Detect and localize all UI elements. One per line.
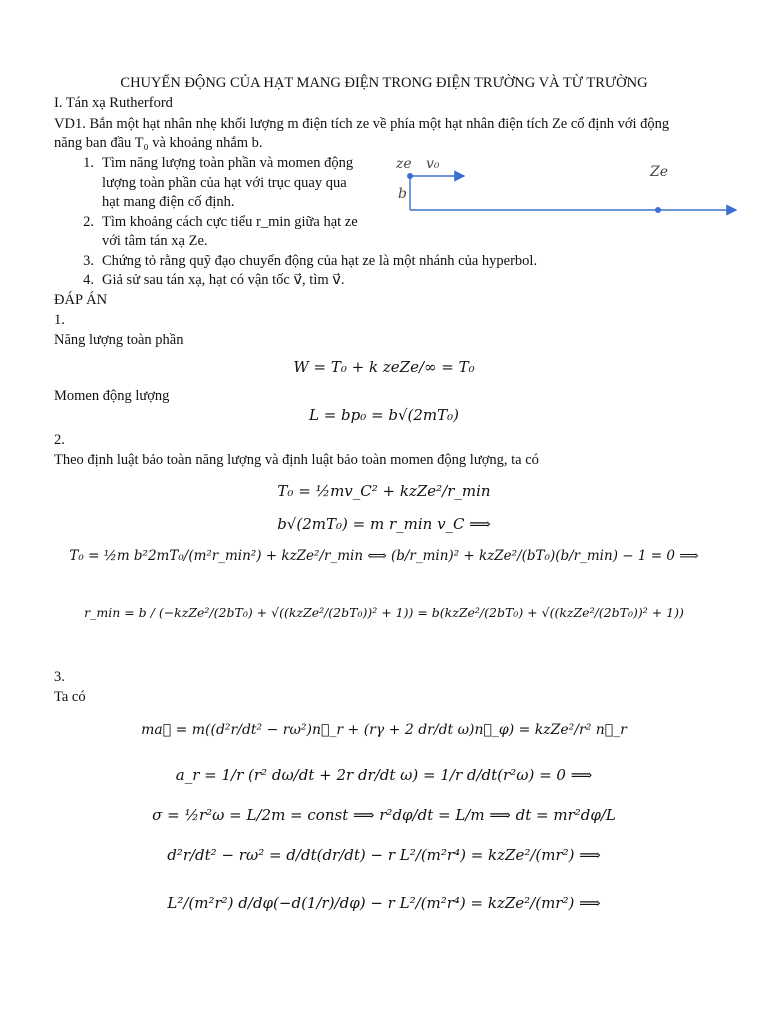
- question-1-line-3: hạt mang điện cố định.: [102, 194, 235, 210]
- equation-b: b√(2mT₀) = m r_min v_C ⟹: [277, 515, 491, 533]
- section-heading: I. Tán xạ Rutherford: [54, 95, 173, 111]
- question-4: 4. Giả sử sau tán xạ, hạt có vận tốc v⃗, tìm v⃗.: [83, 272, 345, 288]
- equation-d2r: d²r/dt² − rω² = d/dt(dr/dt) − r L²/(m²r⁴) = kzZe²/(mr²) ⟹: [167, 846, 601, 864]
- scattering-diagram: [388, 148, 748, 228]
- equation-ar: a_r = 1/r (r² dω/dt + 2r dr/dt ω) = 1/r d/dt(r²ω) = 0 ⟹: [175, 766, 593, 784]
- intro-line-2: năng ban đầu T₀ và khoảng nhắm b.: [54, 135, 263, 151]
- intro-line-1: VD1. Bắn một hạt nhân nhẹ khối lượng m điện tích ze về phía một hạt nhân điện tích Ze cố định với động: [54, 116, 670, 132]
- nucleus-dot: [655, 207, 661, 213]
- equation-L2: L²/(m²r²) d/dφ(−d(1/r)/dφ) − r L²/(m²r⁴) = kzZe²/(mr²) ⟹: [167, 894, 601, 912]
- energy-label: Năng lượng toàn phần: [54, 332, 184, 348]
- question-3: 3. Chứng tỏ rằng quỹ đạo chuyển động của hạt ze là một nhánh của hyperbol.: [83, 253, 538, 269]
- equation-T0-expanded: T₀ = ½m b²2mT₀/(m²r_min²) + kzZe²/r_min ⟺ (b/r_min)² + kzZe²/(bT₀)(b/r_min) − 1 = 0 ⟹: [69, 548, 699, 564]
- question-2: 2. Tìm khoảng cách cực tiểu r_min giữa hạt ze: [83, 214, 358, 230]
- label-v0: v₀: [426, 156, 440, 172]
- equation-W: W = T₀ + k zeZe/∞ = T₀: [293, 358, 475, 376]
- question-2-line-2: với tâm tán xạ Ze.: [102, 233, 208, 249]
- equation-T0: T₀ = ½mv_C² + kzZe²/r_min: [277, 482, 491, 500]
- part-1-label: 1.: [54, 312, 65, 328]
- answer-heading: ĐÁP ÁN: [54, 292, 108, 308]
- ta-co-label: Ta có: [54, 689, 86, 705]
- document-title: CHUYỂN ĐỘNG CỦA HẠT MANG ĐIỆN TRONG ĐIỆN TRƯỜNG VÀ TỪ TRƯỜNG: [120, 75, 648, 91]
- part-3-label: 3.: [54, 669, 65, 685]
- equation-sigma: σ = ½r²ω = L/2m = const ⟹ r²dφ/dt = L/m ⟹ dt = mr²dφ/L: [152, 806, 616, 824]
- label-ze: ze: [396, 156, 412, 172]
- part-2-label: 2.: [54, 432, 65, 448]
- question-1-line-2: lượng toàn phần của hạt với trục quay qua: [102, 175, 347, 191]
- equation-L: L = bp₀ = b√(2mT₀): [308, 406, 460, 424]
- label-Ze: Ze: [650, 164, 669, 180]
- momentum-label: Momen động lượng: [54, 388, 170, 404]
- conservation-text: Theo định luật bảo toàn năng lượng và định luật bảo toàn momen động lượng, ta có: [54, 452, 539, 468]
- equation-ma: ma⃗ = m((d²r/dt² − rω²)n⃗_r + (rγ + 2 dr/dt ω)n⃗_φ) = kzZe²/r² n⃗_r: [141, 722, 627, 738]
- equation-rmin: r_min = b / (−kzZe²/(2bT₀) + √((kzZe²/(2bT₀))² + 1)) = b(kzZe²/(2bT₀) + √((kzZe²/(2bT₀))² + 1)): [84, 605, 684, 620]
- label-b: b: [398, 186, 407, 202]
- question-1: 1. Tìm năng lượng toàn phần và momen động: [83, 155, 354, 171]
